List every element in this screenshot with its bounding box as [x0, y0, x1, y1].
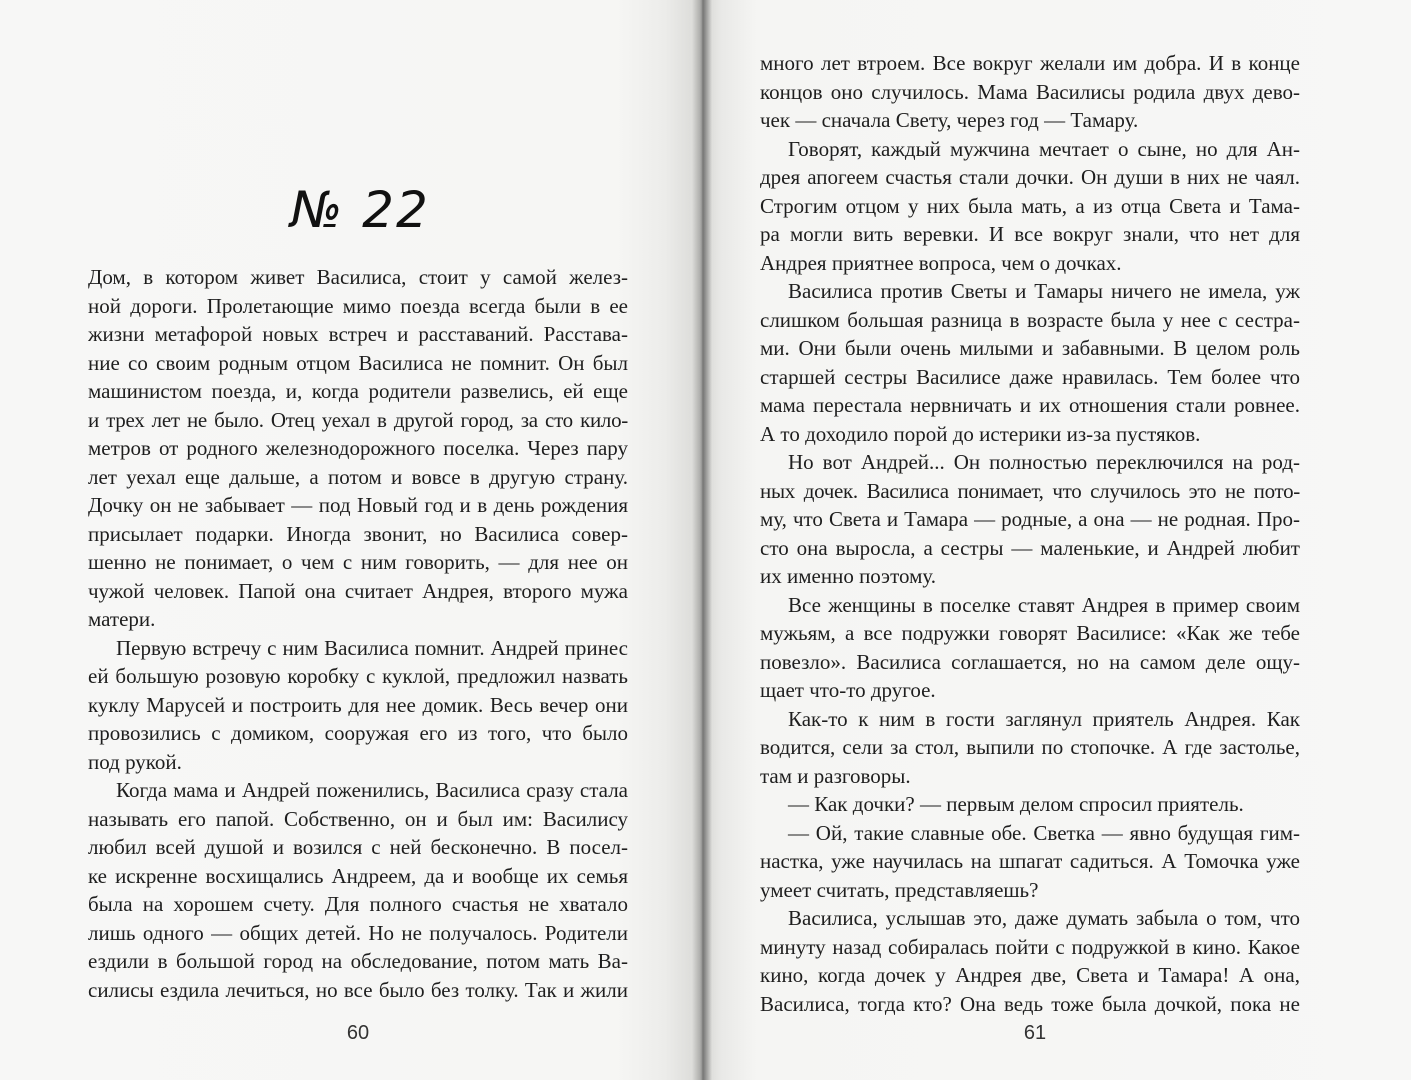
text-line: куклу Марусей и построить для нее домик. Весь вечер они — [88, 692, 628, 717]
text-line: сто она выросла, а сестры — маленькие, и Андрей любит — [760, 535, 1300, 560]
text-line: много лет втроем. Все вокруг желали им добра. И в конце — [760, 51, 1300, 75]
text-line: лет уехал еще дальше, а потом и вовсе в другую страну. — [88, 464, 628, 489]
text-line: Но вот Андрей... Он полностью переключился на род- — [788, 450, 1300, 474]
text-line: была на хорошем счету. Для полного счастья не хватало — [88, 892, 628, 916]
text-line: провозились с домиком, сооружая его из того, что было — [88, 721, 628, 745]
text-line: щает что-то другое. — [760, 678, 936, 702]
text-line: присылает подарки. Иногда звонит, но Василиса совер- — [88, 521, 628, 546]
text-line: мужьям, а все подружки говорят Василисе: «Как же тебе — [760, 621, 1300, 645]
text-line: ной дороги. Пролетающие мимо поезда всегда были в ее — [88, 293, 628, 318]
text-line: ей большую розовую коробку с куклой, предложил назвать — [88, 664, 628, 688]
text-line: Как-то к ним в гости заглянул приятель Андрея. Как — [788, 706, 1300, 731]
text-line: там и разговоры. — [760, 763, 911, 788]
text-line: их именно поэтому. — [760, 564, 937, 588]
text-line: Дом, в котором живет Василиса, стоит у самой желез- — [88, 265, 628, 289]
text-line: настка, уже научилась на шпагат садиться. А Томочка уже — [760, 849, 1300, 873]
text-line: под рукой. — [88, 749, 182, 774]
text-line: ние со своим родным отцом Василиса не помнит. Он был — [88, 350, 628, 375]
right-page-text — [760, 49, 1300, 1018]
page-number: 60 — [346, 1022, 370, 1044]
text-line: любил всей душой и возился с ней бесконечно. В посел- — [88, 835, 628, 859]
book-gutter — [692, 0, 712, 1080]
text-line: умеет считать, представляешь? — [760, 877, 1039, 902]
text-line: чужой человек. Папой она считает Андрея, второго мужа — [88, 578, 628, 603]
text-line: ми. Они были очень милыми и забавными. В целом роль — [760, 336, 1300, 360]
text-line: Василиса, услышав это, даже думать забыла о том, что — [788, 906, 1300, 930]
text-line: — Ой, такие славные обе. Светка — явно будущая гим- — [788, 820, 1300, 845]
text-line: называть его папой. Собственно, он и был им: Василису — [88, 806, 628, 831]
text-line: чек — сначала Свету, через год — Тамару. — [760, 108, 1139, 132]
text-line: силисы ездила лечиться, но все было без толку. Так и жили — [88, 977, 628, 1002]
text-line: Говорят, каждый мужчина мечтает о сыне, но для Ан- — [788, 136, 1300, 161]
text-line: ке искренне восхищались Андреем, да и вообще их семья — [88, 863, 628, 888]
text-line: ра могли вить веревки. И все вокруг знали, что нет для — [760, 222, 1300, 246]
chapter-title: № 22 — [290, 181, 430, 239]
text-line: жизни метафорой новых встреч и расставаний. Расстава- — [88, 322, 628, 346]
text-line: и трех лет не было. Отец уехал в другой город, за сто кило- — [88, 407, 628, 432]
text-line: дрея апогеем счастья стали дочки. Он души в них не чаял. — [760, 165, 1300, 189]
text-line: мама перестала нервничать и их отношения стали ровнее. — [760, 393, 1300, 417]
text-line: ездили в большой город на обследование, потом мать Ва- — [88, 949, 628, 973]
text-line: ных дочек. Василиса понимает, что случилось это не пото- — [760, 478, 1300, 503]
text-line: старшей сестры Василисе даже нравилась. Тем более что — [760, 364, 1300, 389]
text-line: Все женщины в поселке ставят Андрея в пример своим — [788, 592, 1300, 617]
text-line: му, что Света и Тамара — родные, а она — не родная. Про- — [760, 507, 1300, 531]
text-line: концов оно случилось. Мама Василисы родила двух дево- — [760, 79, 1300, 104]
text-line: машинистом поезда, и, когда родители развелись, ей еще — [88, 379, 628, 403]
left-page-text — [88, 263, 628, 1004]
text-line: минуту назад собиралась пойти с подружкой в кино. Какое — [760, 934, 1300, 959]
text-line: повезло». Василиса соглашается, но на самом деле ощу- — [760, 649, 1300, 674]
text-line: шенно не понимает, о чем с ним говорить, — для нее он — [88, 550, 628, 574]
text-line: водится, сели за стол, выпили по стопочке. А где застолье, — [760, 735, 1300, 759]
text-line: Василиса, тогда кто? Она ведь тоже была дочкой, пока не — [760, 991, 1300, 1016]
text-line: метров от родного железнодорожного поселка. Через пару — [88, 436, 628, 460]
text-line: Дочку он не забывает — под Новый год и в день рождения — [88, 493, 628, 517]
text-line: слишком большая разница в возрасте была у нее с сестра- — [760, 307, 1300, 332]
text-line: Строгим отцом у них была мать, а из отца Света и Тама- — [760, 193, 1300, 218]
text-line: матери. — [88, 607, 156, 631]
text-line: Первую встречу с ним Василиса помнит. Андрей принес — [116, 635, 628, 660]
text-line: кино, когда дочек у Андрея две, Света и Тамара! А она, — [760, 963, 1300, 987]
text-line: лишь одного — общих детей. Но не получалось. Родители — [88, 920, 628, 945]
text-line: — Как дочки? — первым делом спросил приятель. — [788, 792, 1244, 816]
left-page — [0, 0, 700, 1080]
page-number: 61 — [1023, 1022, 1047, 1044]
text-line: А то доходило порой до истерики из-за пустяков. — [760, 421, 1201, 446]
text-line: Василиса против Светы и Тамары ничего не имела, уж — [788, 279, 1300, 303]
text-line: Когда мама и Андрей поженились, Василиса сразу стала — [116, 778, 628, 802]
text-line: Андрея приятнее вопроса, чем о дочках. — [760, 250, 1122, 275]
